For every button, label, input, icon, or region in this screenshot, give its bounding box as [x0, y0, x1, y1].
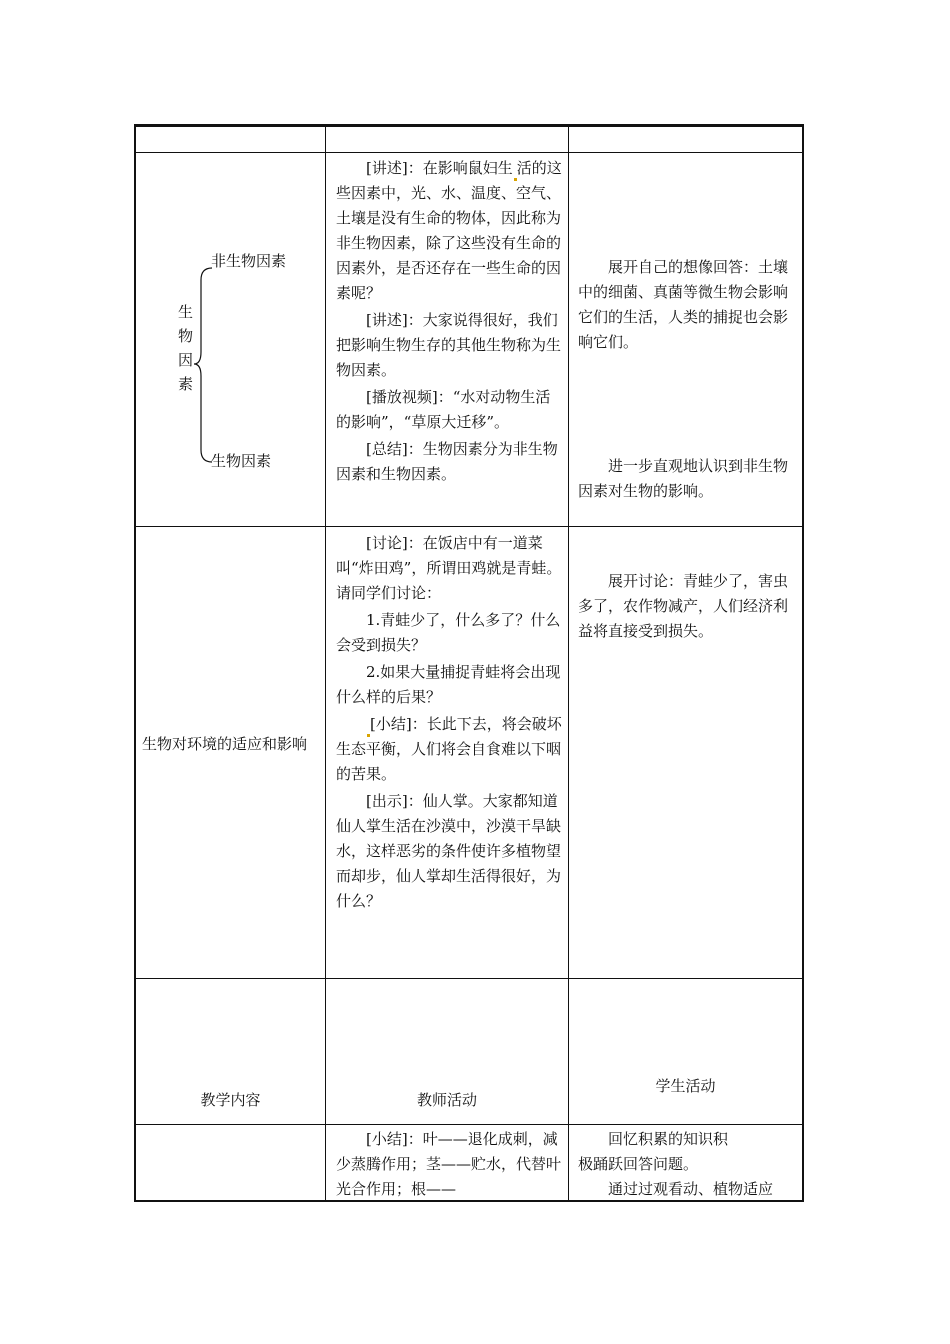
paragraph: 展开讨论：青蛙少了，害虫多了，农作物减产，人们经济利益将直接受到损失。: [578, 572, 789, 640]
table-right-border: [802, 124, 804, 1202]
paragraph: 2.如果大量捕捉青蛙将会出现什么样的后果？: [336, 663, 561, 706]
table-row-divider: [134, 1124, 804, 1125]
paragraph: 回忆积累的知识积: [608, 1130, 729, 1148]
table-column-divider: [325, 124, 326, 1202]
table-row-divider: [134, 978, 804, 979]
table-left-border: [134, 124, 136, 1202]
paragraph: 极踊跃回答问题。: [578, 1155, 699, 1173]
paragraph: [336, 712, 562, 787]
teaching-content-row2: 生物对环境的适应和影响: [142, 735, 308, 753]
table-row-divider: [134, 526, 804, 527]
paragraph: [讨论]：在饭店中有一道菜叫“炸田鸡”，所谓田鸡就是青蛙。请同学们讨论：: [336, 534, 562, 602]
student-activity-row1-a: [578, 255, 798, 355]
student-activity-row4: [578, 1127, 798, 1202]
student-activity-row2: [578, 569, 798, 644]
teacher-activity-row1: [336, 156, 562, 487]
header-student-activity: 学生活动: [655, 1077, 716, 1095]
abiotic-factor-label: 非生物因素: [211, 252, 287, 270]
marker-icon: [367, 734, 370, 737]
paragraph: [小结]：叶——退化成刺，减少蒸腾作用；茎——贮水，代替叶光合作用；根——: [336, 1130, 562, 1198]
teacher-activity-row2: [336, 531, 562, 914]
table-row-divider: [134, 152, 804, 153]
marker-icon: [514, 178, 517, 181]
paragraph: [播放视频]：“水对动物生活的影响”，“草原大迁移”。: [336, 388, 551, 431]
paragraph-text: [讲述]：在影响鼠妇生: [366, 159, 513, 177]
teacher-activity-row4: [336, 1127, 562, 1202]
student-activity-row1-b: [578, 454, 798, 504]
paragraph: [336, 156, 562, 306]
table-top-border: [134, 124, 804, 127]
paragraph: 通过过观看动、植物适应: [608, 1180, 774, 1198]
curly-brace-icon: [192, 266, 216, 464]
ecological-factors-vertical-label: 生物因素: [178, 303, 194, 393]
paragraph-text: 活的这些因素中，光、水、温度、空气、土壤是没有生命的物体，因此称为非生物因素，除了这些没有生命的因素外，是否还存在一些生命的因素呢？: [336, 159, 562, 302]
paragraph: [讲述]：大家说得很好，我们把影响生物生存的其他生物称为生物因素。: [336, 311, 562, 379]
paragraph: 展开自己的想像回答：土壤中的细菌、真菌等微生物会影响它们的生活，人类的捕捉也会影响它们。: [578, 258, 789, 351]
paragraph-text: [小结]：长此下去，将会破坏生态平衡，人们将会自食难以下咽的苦果。: [336, 715, 562, 783]
biotic-factor-label: 生物因素: [211, 452, 272, 470]
paragraph: 1.青蛙少了，什么多了？什么会受到损失？: [336, 611, 561, 654]
paragraph: [出示]：仙人掌。大家都知道仙人掌生活在沙漠中，沙漠干旱缺水，这样恶劣的条件使许多植物望而却步，仙人掌却生活得很好，为什么？: [336, 792, 562, 910]
table-column-divider: [568, 124, 569, 1202]
paragraph: 进一步直观地认识到非生物因素对生物的影响。: [578, 457, 789, 500]
header-teaching-content: 教学内容: [200, 1091, 261, 1109]
header-teacher-activity: 教师活动: [416, 1091, 477, 1109]
paragraph: [总结]：生物因素分为非生物因素和生物因素。: [336, 440, 558, 483]
